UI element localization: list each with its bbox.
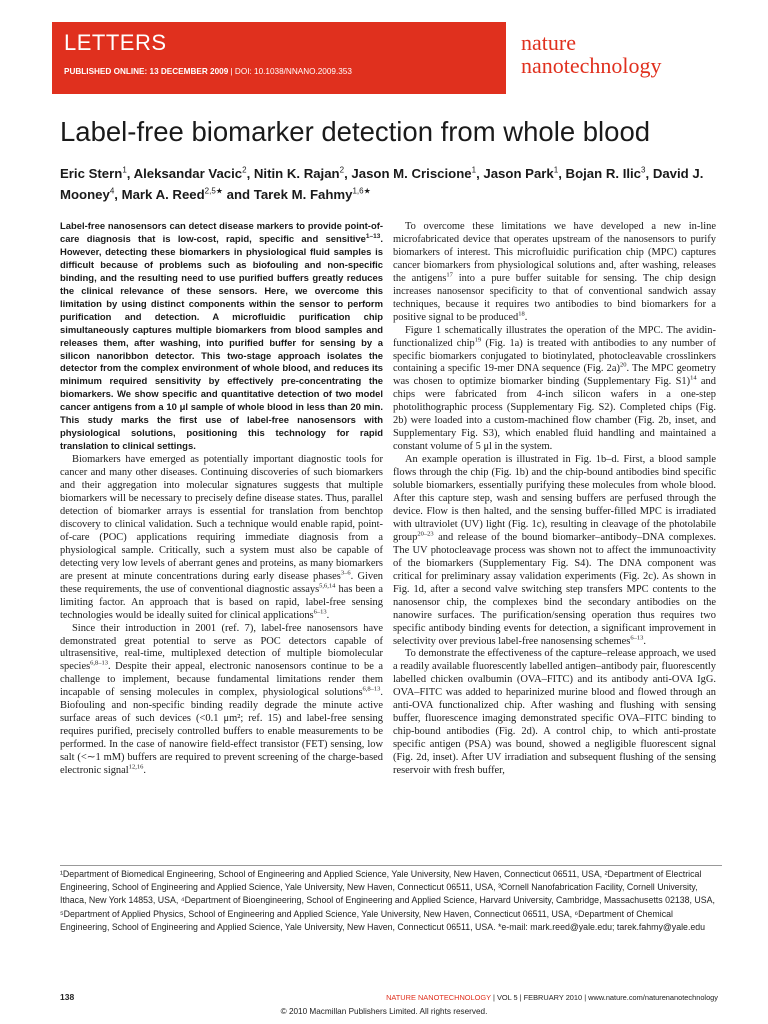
journal-logo <box>521 31 662 77</box>
publication-info <box>64 67 352 76</box>
author-name: Jason Park <box>483 166 554 181</box>
right-column <box>393 221 716 778</box>
footer-journal-info <box>386 993 718 1002</box>
footnote-divider <box>60 865 722 866</box>
author-affiliation-mark: 4 <box>109 186 115 196</box>
citation-ref[interactable]: 1–13 <box>365 232 381 240</box>
citation-ref[interactable]: 20 <box>619 362 627 369</box>
author-name: Bojan R. Ilic <box>565 166 642 181</box>
doi-text[interactable]: | DOI: 10.1038/NNANO.2009.353 <box>228 67 352 76</box>
author-affiliation-mark: 1,6★ <box>352 186 371 196</box>
author-affiliation-mark: 1 <box>553 165 559 175</box>
citation-ref[interactable]: 14 <box>690 374 697 382</box>
author-affiliation-mark: 3 <box>641 165 646 175</box>
journal-logo-line2: nanotechnology <box>521 53 662 78</box>
author-affiliation-mark: 2 <box>339 165 345 175</box>
journal-logo-line1: nature <box>521 30 576 55</box>
author-name: Eric Stern <box>60 166 123 181</box>
footer-journal-name: NATURE NANOTECHNOLOGY <box>386 993 491 1002</box>
citation-ref[interactable]: 3–6 <box>340 569 351 577</box>
author-affiliation-mark: 1 <box>471 165 477 175</box>
body-paragraph: Since their introduction in 2001 (ref. 7), label-free nanosensors have demonstrated great potential to serve as POC detectors capable of ultrasensitive, real-time, multiplexed detection of multiple biomolecular species$^{6,8-13}$. Despite their appeal, electronic nanosensors continue to be a challenge to implement, because fundamental limitations render them incapable of sensing molecules in complex, physiological solutions$^{6,8-13}$. Biofouling and non-specific binding readily degrade the minute active surface areas of such devices (<0.1 μm²; ref. 15) and label-free sensing requires purified, precisely controlled buffers to enable measurements to be performed. In the case of nanowire field-effect transistor (FET) sensing, low salt (<∼1 mM) buffers are required to prevent screening of the charge-based electronic signal$^{12,16}$. <box>60 622 383 777</box>
author-name: Tarek M. Fahmy <box>253 187 353 202</box>
citation-ref[interactable]: 6–13 <box>313 608 327 616</box>
author-affiliation-mark: 2,5★ <box>204 186 223 196</box>
author-name: Jason M. Criscione <box>351 166 472 181</box>
citation-ref[interactable]: 17 <box>446 271 453 279</box>
body-paragraph: Biomarkers have emerged as potentially important diagnostic tools for cancer and many other diseases. Continuing discoveries of such biomarkers and their aggregation into molecular signatures suggests that multiple biomarkers will be necessary to precisely define disease states. Thus, parallel detection of biomarker arrays is essential for translation from benchtop discovery to clinical validation. Such a technique would enable rapid, point-of-care (POC) applications requiring immediate diagnosis from a physiological sample. Critically, such a system must also be capable of detecting very low levels of aberrant genes and proteins, as many biomarkers are present at minute concentrations during early disease phases$^{3-6}$. Given these requirements, the use of conventional diagnostic assays$^{5,6,14}$ has been a limiting factor. An approach that is based on rapid, label-free sensing technologies would be ideally suited for clinical applications$^{6-13}$. <box>60 454 384 621</box>
left-column <box>60 221 383 778</box>
copyright: © 2010 Macmillan Publishers Limited. All rights reserved. <box>280 1007 488 1016</box>
citation-ref[interactable]: 6–13 <box>630 634 644 642</box>
body-paragraph: An example operation is illustrated in Fig. 1b–d. First, a blood sample flows through the chip (Fig. 1b) and the chip-bound antibodies bind specific soluble biomarkers, essentially purifying these molecules from whole blood. After this capture step, wash and sensing buffers are perfused through the device. Flow is then halted, and the sensing buffer-filled MPC is irradiated with ultraviolet (UV) light (Fig. 1c), resulting in cleavage of the photolabile group$^{20-23}$ and release of the bound biomarker–antibody–DNA complexes. The UV photocleavage process was shown not to affect the immunoactivity of the biomarkers (Supplementary Fig. S4). The DNA component was critical for preliminary assay validation experiments (Fig. 2c). As shown in Fig. 1d, after a second valve switching step transfers MPC contents to the nanosensor chip, the complexes bind the secondary antibodies on the nanowire surfaces. The purification/sensing operation thus requires two specific antibody binding events for detection, a significant improvement in selectivity over previous label-free nanosensing schemes$^{6-13}$. <box>393 454 716 647</box>
author-affiliation-mark: 2 <box>242 165 247 175</box>
author-name: Nitin K. Rajan <box>253 166 340 181</box>
author-name: Mark A. Reed <box>121 187 205 202</box>
abstract: Label-free nanosensors can detect disease markers to provide point-of-care diagnosis that is low-cost, rapid, specific and sensitive$^{1-13}$. However, detecting these biomarkers in physiological fluid samples is difficult because of problems such as biofouling and non-specific binding, and the resulting need to use purified buffers greatly reduces the clinical relevance of these sensors. Here, we overcome this limitation by using distinct components within the sensor to perform purification and detection. A microfluidic purification chip simultaneously captures multiple biomarkers from blood samples and releases them, after washing, into purified buffer for sensing by a silicon nanoribbon detector. This two-stage approach isolates the detector from the complex environment of whole blood, and reduces its minimum required sensitivity by effectively pre-concentrating the biomarkers. We show specific and quantitative detection of two model cancer antigens from a 10 μl sample of whole blood in less than 20 min. This study marks the first use of label-free nanosensors with physiological solutions, positioning this technology for rapid translation to clinical settings. <box>60 221 383 453</box>
left-body <box>60 454 383 778</box>
citation-ref[interactable]: 18 <box>518 310 525 318</box>
author-name: Aleksandar Vacic <box>133 166 243 181</box>
citation-ref[interactable]: 20–23 <box>417 530 434 538</box>
citation-ref[interactable]: 12,16 <box>128 763 144 771</box>
author-name: David J. Mooney <box>60 166 704 202</box>
article-title: Label-free biomarker detection from whole blood <box>60 116 651 147</box>
body-paragraph: Figure 1 schematically illustrates the operation of the MPC. The avidin-functionalized chip$^{19}$ (Fig. 1a) is treated with antibodies to any number of specific biomarkers conjugated to biotinylated, photocleavable crosslinkers containing a specific 19-mer DNA sequence (Fig. 2a)$^{20}$. The MPC geometry was chosen to optimize biomarker binding (Supplementary Fig. S1)$^{14}$ and chips were fabricated from 4-inch silicon wafers in a one-step photolithographic process (Supplementary Fig. S2). Completed chips (Fig. 2b) were loaded into a custom-machined flow chamber (Fig. 2b, inset, and Supplementary Fig. S3), which enabled fluid handling and maintained a constant volume of 5 μl in the system. <box>393 324 717 453</box>
citation-ref[interactable]: 6,8–13 <box>362 685 381 693</box>
page-number: 138 <box>60 992 75 1002</box>
author-affiliation-mark: 1 <box>122 165 127 175</box>
citation-ref[interactable]: 6,8–13 <box>90 659 109 667</box>
citation-ref[interactable]: 5,6,14 <box>319 582 336 590</box>
body-paragraph: To overcome these limitations we have developed a new in-line microfabricated device that operates upstream of the nanosensors to purify biomarkers of interest. This microfluidic purification chip (MPC) captures cancer biomarkers from physiological solutions and, after washing, releases the antigens$^{17}$ into a pure buffer suitable for sensing. The chip design increases nanosensor specificity to that of conventional sandwich assay techniques, because it requires two antibodies to bind biomarkers for a positive signal to be produced$^{18}$. <box>393 221 716 323</box>
section-label: LETTERS <box>64 30 167 55</box>
published-date: PUBLISHED ONLINE: 13 DECEMBER 2009 <box>64 67 229 76</box>
citation-ref[interactable]: 19 <box>474 336 482 344</box>
footer-issue-info[interactable]: | VOL 5 | FEBRUARY 2010 | www.nature.com/naturenanotechnology <box>490 993 718 1002</box>
author-list: Eric Stern$^1$, Aleksandar Vacic$^2$, Nitin K. Rajan$^2$, Jason M. Criscione$^1$, Jason Park$^1$, Bojan R. Ilic$^3$, David J. Mooney$^4$, Mark A. Reed$^{2,5★}$ and Tarek M. Fahmy$^{1,6★}$ <box>60 165 704 202</box>
body-paragraph: To demonstrate the effectiveness of the capture–release approach, we used a readily available fluorescently labelled antigen–antibody pair, fluorescently labelled chicken ovalbumin (OVA–FITC) and its antibody anti-OVA IgG. OVA–FITC was added to heparinized murine blood and flowed through an anti-OVA functionalized chip. After washing and flushing with sensing buffer, fluorescence imaging demonstrated specific OVA–FITC binding to chip-bound antibodies (Fig. 2d). A control chip, to which anti-prostate specific antigen (PSA) was bound, showed a negligible fluorescent signal (Fig. 2d, inset). After UV irradiation and subsequent flushing of the sensing reservoir with fresh buffer, <box>393 648 716 777</box>
affiliations: ¹Department of Biomedical Engineering, School of Engineering and Applied Science, Yale University, New Haven, Connecticut 06511, USA, ²Department of Electrical Engineering, School of Engineering and Applied Science, Yale University, New Haven, Connecticut 06511, USA, ³Cornell Nanofabrication Facility, Cornell University, Ithaca, New York 14853, USA, ⁴Department of Bioengineering, School of Engineering and Applied Science, Harvard University, Cambridge, Massachusetts 02138, USA, ⁵Department of Applied Physics, School of Engineering and Applied Science, Yale University, New Haven, Connecticut 06511, USA, ⁶Department of Chemical Engineering, School of Engineering and Applied Science, Yale University, New Haven, Connecticut 06511, USA. *e-mail: mark.reed@yale.edu; tarek.fahmy@yale.edu <box>60 869 715 932</box>
